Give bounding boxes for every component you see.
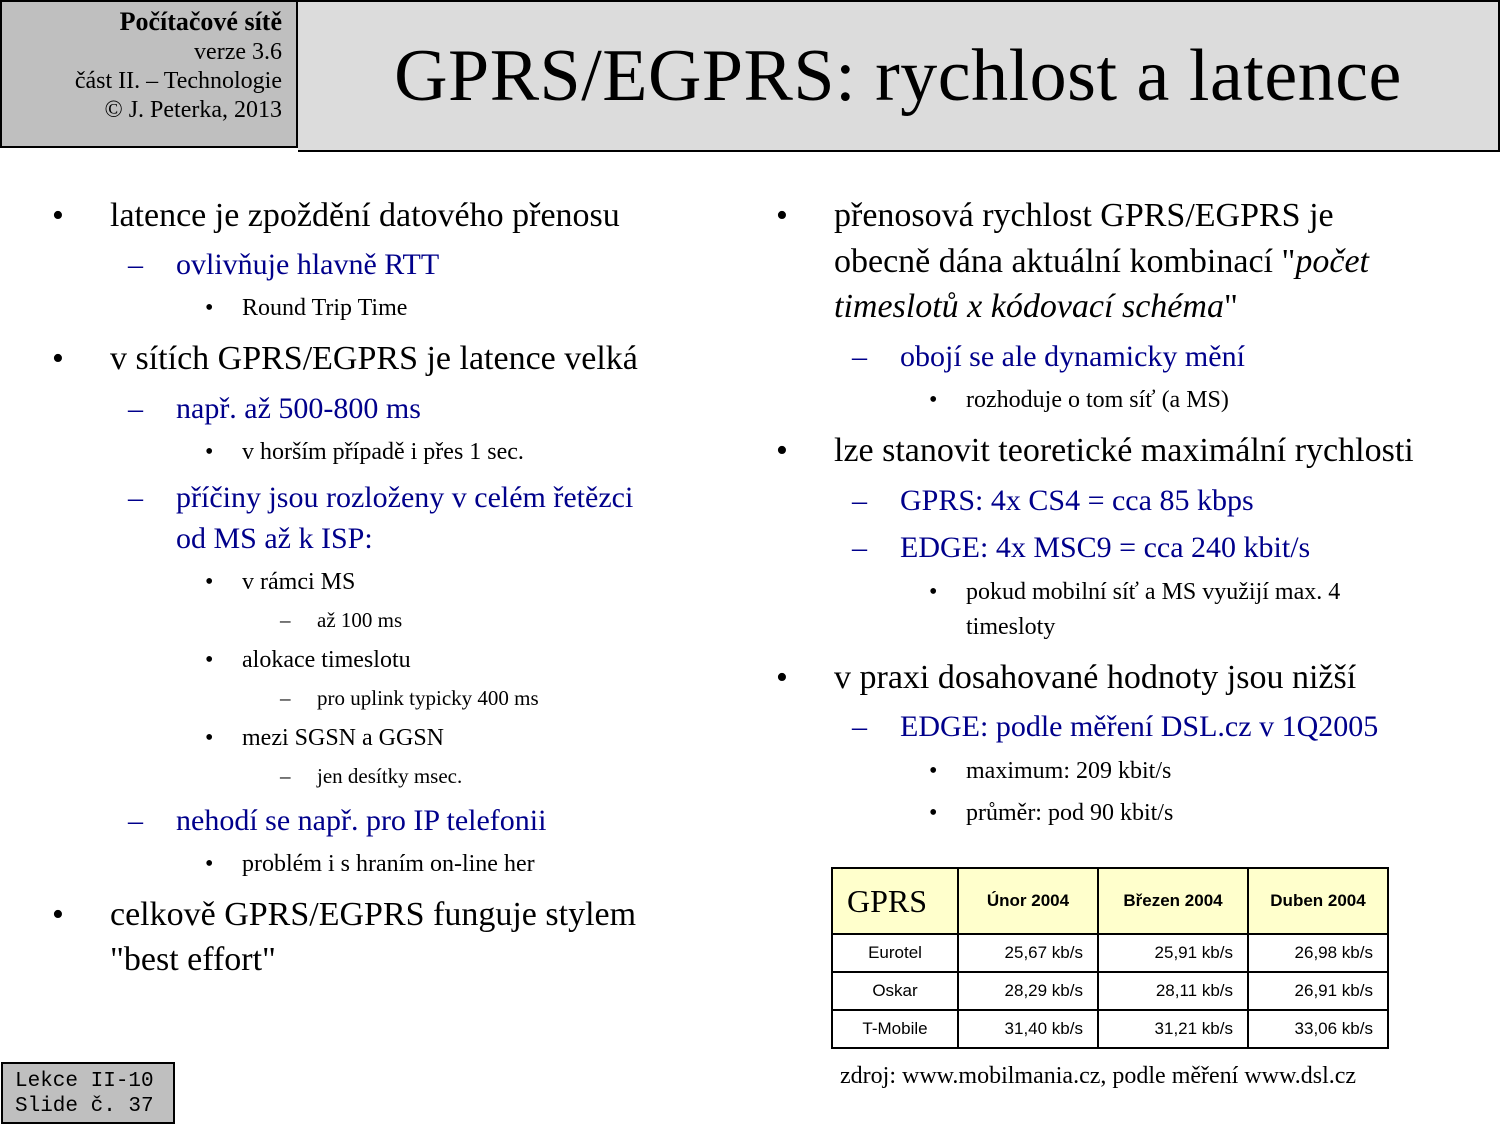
left-sub-causes-line2: od MS až k ISP: [176,522,373,555]
left-rtt-detail: Round Trip Time [242,295,408,321]
left-cause-timeslot: alokace timeslotu [242,647,411,673]
title-box [298,0,1500,152]
slide-label: Slide č. 37 [15,1095,154,1118]
bullet-marker: • [52,340,64,377]
bullet-marker: • [205,647,214,673]
version-label: verze 3.6 [194,39,282,65]
dash-marker: – [852,484,867,517]
speed-table-wrapper [831,867,1389,1049]
dash-marker: – [852,531,867,564]
table-value-cell: 26,98 kb/s [1248,934,1388,972]
table-value-cell: 25,91 kb/s [1098,934,1248,972]
right-edge-detail-line2: timesloty [966,614,1056,640]
course-name: Počítačové sítě [119,7,282,36]
source-caption: zdroj: www.mobilmania.cz, podle měření www.dsl.cz [840,1063,1357,1089]
table-header-row [832,868,1388,934]
right-measure-avg: průměr: pod 90 kbit/s [966,800,1174,826]
bullet-marker: • [205,851,214,877]
left-cause-sgsn-detail: jen desítky msec. [317,764,463,788]
slide-number-box [1,1062,175,1124]
table-column-header: Březen 2004 [1098,868,1248,934]
table-value-cell: 31,40 kb/s [958,1010,1098,1048]
slide-title: GPRS/EGPRS: rychlost a latence [394,34,1402,117]
table-value-cell: 31,21 kb/s [1098,1010,1248,1048]
bullet-marker: • [205,569,214,595]
italic-fragment: timeslotů x kódovací schéma [834,288,1224,325]
table-operator-cell: Oskar [832,972,958,1010]
italic-fragment: počet [1295,243,1370,280]
bullet-marker: • [929,758,938,784]
right-sub-gprs-max: GPRS: 4x CS4 = cca 85 kbps [900,484,1254,517]
right-bullet-1-line2 [834,239,1369,284]
left-bullet-3-line2: "best effort" [110,941,276,978]
left-sub-rtt: ovlivňuje hlavně RTT [176,248,440,281]
right-sub-edge-max: EDGE: 4x MSC9 = cca 240 kbit/s [900,531,1311,564]
lecture-label: Lekce II-10 [15,1070,154,1093]
table-value-cell: 25,67 kb/s [958,934,1098,972]
dash-marker: – [280,608,291,632]
table-value-cell: 28,11 kb/s [1098,972,1248,1010]
left-cause-ms: v rámci MS [242,569,356,595]
right-sub-dynamic: obojí se ale dynamicky mění [900,340,1245,373]
left-cause-sgsn: mezi SGSN a GGSN [242,725,444,751]
right-bullet-1-line3 [834,284,1238,329]
right-bullet-2: lze stanovit teoretické maximální rychlosti [834,432,1414,469]
dash-marker: – [852,710,867,743]
table-row [832,972,1388,1010]
left-cause-ms-detail: až 100 ms [317,608,403,632]
right-bullet-3: v praxi dosahované hodnoty jsou nižší [834,659,1357,696]
left-bullet-2: v sítích GPRS/EGPRS je latence velká [110,340,638,377]
left-sub-causes-line1: příčiny jsou rozloženy v celém řetězci [176,481,634,514]
bullet-marker: • [929,579,938,605]
table-value-cell: 28,29 kb/s [958,972,1098,1010]
dash-marker: – [280,764,291,788]
part-label: část II. – Technologie [74,68,282,94]
bullet-marker: • [929,800,938,826]
text-fragment: " [1223,288,1238,325]
right-bullet-1-line1: přenosová rychlost GPRS/EGPRS je [834,197,1334,234]
bullet-marker: • [776,659,788,696]
bullet-marker: • [52,197,64,234]
dash-marker: – [128,392,143,425]
dash-marker: – [128,804,143,837]
left-latency-detail: v horším případě i přes 1 sec. [242,439,524,465]
bullet-marker: • [776,197,788,234]
bullet-marker: • [52,896,64,933]
copyright-label: © J. Peterka, 2013 [104,97,282,123]
left-cause-timeslot-detail: pro uplink typicky 400 ms [317,686,539,710]
dash-marker: – [128,248,143,281]
left-bullet-3-line1: celkově GPRS/EGPRS funguje stylem [110,896,637,933]
right-sub-edge-measure: EDGE: podle měření DSL.cz v 1Q2005 [900,710,1379,743]
text-fragment: obecně dána aktuální kombinací " [834,243,1296,280]
dash-marker: – [128,481,143,514]
table-value-cell: 26,91 kb/s [1248,972,1388,1010]
bullet-marker: • [929,387,938,413]
speed-table [831,867,1389,1049]
bullet-marker: • [205,295,214,321]
bullet-marker: • [205,725,214,751]
course-info-box [0,0,298,148]
right-measure-max: maximum: 209 kbit/s [966,758,1172,784]
table-row [832,934,1388,972]
bullet-marker: • [776,432,788,469]
right-edge-detail-line1: pokud mobilní síť a MS využijí max. 4 [966,579,1341,605]
table-operator-cell: T-Mobile [832,1010,958,1048]
table-column-header: Duben 2004 [1248,868,1388,934]
table-corner-cell: GPRS [832,868,958,934]
left-voip-detail: problém i s hraním on-line her [242,851,535,877]
table-value-cell: 33,06 kb/s [1248,1010,1388,1048]
left-sub-latency: např. až 500-800 ms [176,392,421,425]
right-dynamic-detail: rozhoduje o tom síť (a MS) [966,387,1229,413]
table-operator-cell: Eurotel [832,934,958,972]
left-bullet-1: latence je zpoždění datového přenosu [110,197,620,234]
dash-marker: – [852,340,867,373]
dash-marker: – [280,686,291,710]
left-sub-voip: nehodí se např. pro IP telefonii [176,804,547,837]
bullet-marker: • [205,439,214,465]
table-row [832,1010,1388,1048]
table-column-header: Únor 2004 [958,868,1098,934]
